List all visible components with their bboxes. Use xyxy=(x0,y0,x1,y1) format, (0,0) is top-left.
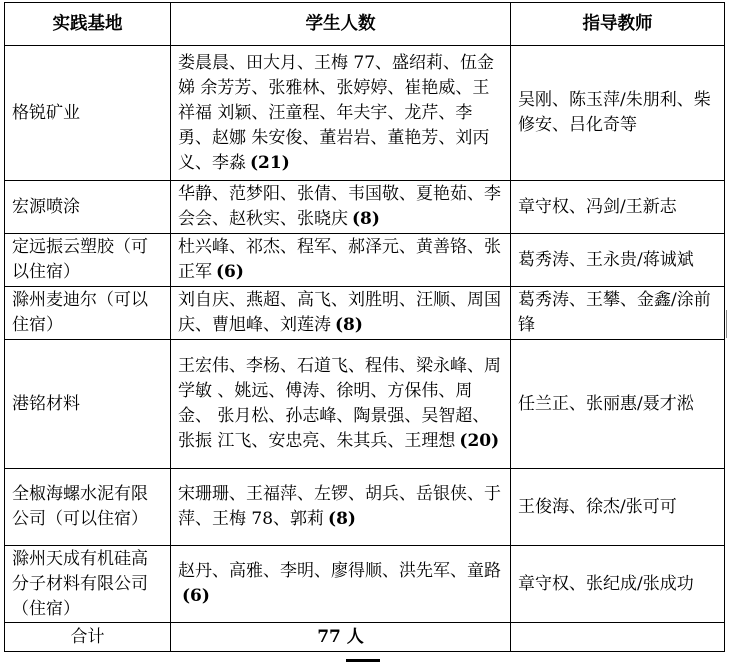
table-row xyxy=(5,469,725,546)
base-cell: 全椒海螺水泥有限公司（可以住宿） xyxy=(5,469,171,546)
teachers-cell: 葛秀涛、王攀、金鑫/涂前锋 xyxy=(511,287,725,340)
student-count: (8) xyxy=(328,509,356,529)
teachers-cell: 任兰正、张丽惠/聂才淞 xyxy=(511,340,725,469)
teachers-cell: 葛秀涛、王永贵/蒋诚斌 xyxy=(511,234,725,287)
student-count: (20) xyxy=(459,431,500,451)
total-teachers xyxy=(511,623,725,652)
students-cell xyxy=(171,469,511,546)
table-row xyxy=(5,181,725,234)
students-text: 王宏伟、李杨、石道飞、程伟、梁永峰、周学敏 、姚远、傅涛、徐明、方保伟、周金、 张月松、孙志峰、陶景强、吴智超、张振 江飞、安忠亮、朱其兵、王理想 xyxy=(178,356,501,451)
base-cell: 港铭材料 xyxy=(5,340,171,469)
table-row xyxy=(5,287,725,340)
table-row xyxy=(5,234,725,287)
student-count: (21) xyxy=(250,152,290,173)
practice-base-table xyxy=(4,2,725,652)
page-edge-marker xyxy=(726,310,727,338)
header-base: 实践基地 xyxy=(5,3,171,46)
base-cell: 定远振云塑胶（可以住宿） xyxy=(5,234,171,287)
teachers-cell: 章守权、冯剑/王新志 xyxy=(511,181,725,234)
students-text: 华静、范梦阳、张倩、韦国敬、夏艳茹、李会会、赵秋实、张晓庆 xyxy=(178,184,501,229)
student-count: (6) xyxy=(216,262,244,282)
total-row xyxy=(5,623,725,652)
students-cell xyxy=(171,181,511,234)
teachers-cell: 章守权、张纪成/张成功 xyxy=(511,546,725,623)
header-row xyxy=(5,3,725,46)
header-teachers: 指导教师 xyxy=(511,3,725,46)
base-cell: 格锐矿业 xyxy=(5,46,171,181)
table-row xyxy=(5,546,725,623)
student-count: (8) xyxy=(352,209,380,229)
student-count: (6) xyxy=(182,586,210,606)
base-cell: 宏源喷涂 xyxy=(5,181,171,234)
students-cell xyxy=(171,287,511,340)
teachers-cell: 吴刚、陈玉萍/朱朋利、柴修安、吕化奇等 xyxy=(511,46,725,181)
teachers-cell: 王俊海、徐杰/张可可 xyxy=(511,469,725,546)
students-text: 宋珊珊、王福萍、左锣、胡兵、岳银侠、于萍、王梅 78、郭莉 xyxy=(178,484,501,529)
bottom-marker xyxy=(346,659,380,662)
table-row xyxy=(5,46,725,181)
header-students: 学生人数 xyxy=(171,3,511,46)
total-value: 77 人 xyxy=(171,623,511,652)
students-cell xyxy=(171,234,511,287)
students-text: 娄晨晨、田大月、王梅 77、盛绍莉、伍金娣 余芳芳、张雅林、张婷婷、崔艳威、王祥福 刘颖、汪童程、年夫宇、龙芹、李勇、赵娜 朱安俊、董岩岩、董艳芳、刘丙义、李淼 xyxy=(178,52,495,173)
student-count: (8) xyxy=(335,315,363,335)
students-cell xyxy=(171,340,511,469)
students-cell xyxy=(171,46,511,181)
students-text: 杜兴峰、祁杰、程军、郝泽元、黄善铬、张正军 xyxy=(178,237,501,282)
students-text: 赵丹、高雅、李明、廖得顺、洪先军、童路 xyxy=(178,561,501,581)
base-cell: 滁州天成有机硅高分子材料有限公司（住宿） xyxy=(5,546,171,623)
students-text: 刘自庆、燕超、高飞、刘胜明、汪顺、周国庆、曹旭峰、刘莲涛 xyxy=(178,290,501,335)
total-label: 合计 xyxy=(5,623,171,652)
table-row xyxy=(5,340,725,469)
students-cell xyxy=(171,546,511,623)
base-cell: 滁州麦迪尔（可以住宿） xyxy=(5,287,171,340)
